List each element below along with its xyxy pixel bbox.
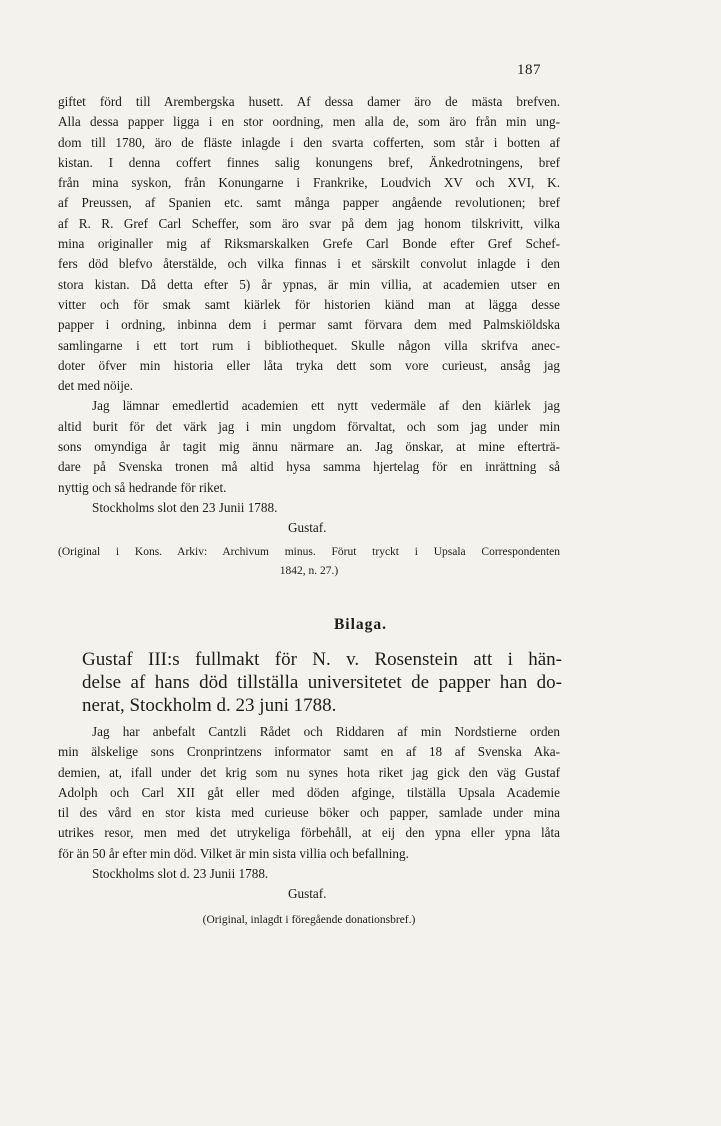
title-line: delse af hans död tillställa universitetet de papper han do- (82, 672, 562, 693)
text-line: af R. R. Gref Carl Scheffer, som äro svar på dem jag honom tilskrivitt, vilka (58, 215, 560, 231)
text-line: giftet förd till Arembergska husett. Af dessa damer äro de mästa brefven. (58, 94, 560, 109)
source-note: (Original, inlagdt i föregående donationsbref.) (202, 913, 416, 926)
text-line: af Preussen, af Spanien etc. samt många papper angående revolutionen; bref (58, 195, 560, 211)
text-line: samlingarne i ett tort rum i bibliothequet. Skulle någon villa skrifva anec- (58, 337, 560, 353)
text-line: utrikes resor, men med det utrykeliga förbehåll, at eij den ypna eller ypna låta (58, 825, 560, 841)
text-line: Jag har anbefalt Cantzli Rådet och Riddaren af min Nordstierne orden (92, 724, 560, 739)
place-date: Stockholms slot den 23 Junii 1788. (92, 499, 278, 515)
text-line: fers död blefvo återstälde, och vilka finnas i et särskilt convolut inlagde i den (58, 256, 560, 272)
source-note (58, 543, 560, 581)
text-line: nyttig och så hedrande för riket. (58, 479, 227, 495)
text-line: Adolph och Carl XII gåt eller med döden afginge, tilställa Upsala Academie (58, 784, 560, 800)
text-line: dom till 1780, äro de fläste inlagde i den svarta cofferten, som står i botten af (58, 134, 560, 150)
page-number: 187 (517, 62, 541, 78)
text-line: mina originaller mig af Riksmarskalken Grefe Carl Bonde efter Gref Schef- (58, 236, 560, 252)
text-line: doter öfver min historia eller låta tryka dett som vore curieust, ansåg jag (58, 357, 560, 373)
text-line: demien, at, ifall under det krig som nu synes hota riket jag gick den väg Gustaf (58, 764, 560, 780)
text-line: dare på Svenska tronen må altid hysa samma hjertelag för en inrättning så (58, 459, 560, 475)
title-line: nerat, Stockholm d. 23 juni 1788. (82, 695, 337, 716)
text-line: sons omyndiga år tagit mig ännu närmare an. Jag önskar, at mine efterträ- (58, 439, 560, 455)
text-line: Alla dessa papper ligga i en stor oordning, men alla de, som äro från min ung- (58, 114, 560, 130)
text-line: vitter och för smak samt kiärlek för historien kiänd man at lägga desse (58, 296, 560, 312)
note-line: (Original i Kons. Arkiv: Archivum minus. Förut tryckt i Upsala Correspondenten (58, 546, 560, 558)
place-date: Stockholms slot d. 23 Junii 1788. (92, 866, 269, 882)
text-line: altid burit för det värk jag i min ungdom förvaltat, och som jag under min (58, 418, 560, 434)
signature: Gustaf. (288, 520, 327, 536)
appendix-body (58, 722, 560, 930)
text-line: för än 50 år efter min död. Vilket är min sista villia och befallning. (58, 845, 409, 861)
text-line: kistan. I denna coffert finnes salig konungens bref, Änkedrotningens, bref (58, 154, 560, 170)
text-line: det med nöije. (58, 378, 134, 394)
text-line: stora kistan. Då detta efter 5) år ypnas, är min villia, at academien utser en (58, 276, 560, 292)
title-line: Gustaf III:s fullmakt för N. v. Rosenstein att i hän- (82, 649, 562, 670)
appendix-heading: Bilaga. (333, 616, 388, 633)
appendix-title (82, 648, 562, 717)
letter-paragraph-1 (58, 92, 560, 539)
signature: Gustaf. (288, 886, 327, 902)
text-line: min älskelige sons Cronprintzens informator samt en af 18 af Svenska Aka- (58, 744, 560, 760)
text-line: Jag lämnar emedlertid academien ett nytt vedermäle af den kiärlek jag (92, 398, 560, 414)
note-line: 1842, n. 27.) (279, 565, 339, 577)
text-line: til des vård en stor kista med curieuse böker och papper, samlade under mina (58, 805, 560, 821)
text-line: från mina syskon, från Konungarne i Frankrike, Loudvich XV och XVI, K. (58, 175, 560, 191)
text-line: papper i ordning, inbinna dem i permar samt förvara dem med Palmskiöldska (58, 317, 560, 333)
